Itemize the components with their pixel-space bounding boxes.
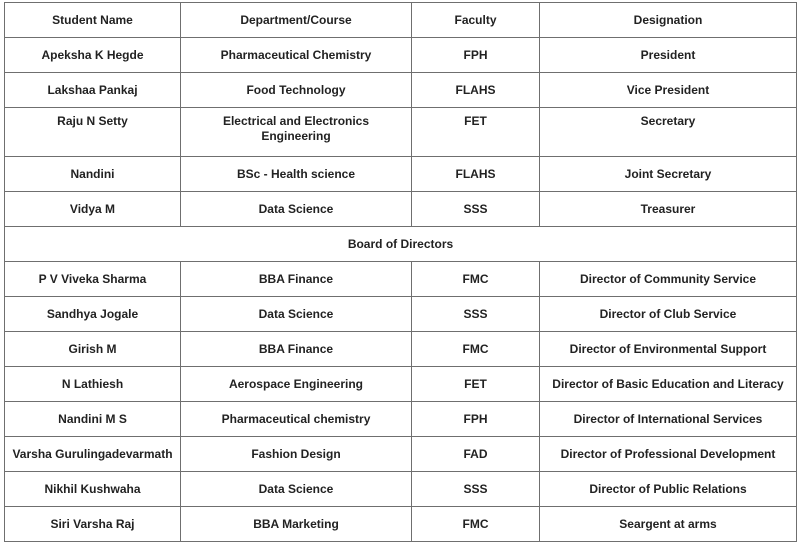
members-table [4, 2, 797, 542]
cell-name: Raju N Setty [5, 108, 181, 157]
cell-name: Nandini [5, 157, 181, 192]
section-row [5, 227, 797, 262]
cell-name: N Lathiesh [5, 367, 181, 402]
cell-faculty: SSS [412, 192, 540, 227]
cell-designation: Director of Basic Education and Literacy [540, 367, 797, 402]
cell-faculty: FMC [412, 262, 540, 297]
cell-dept: BBA Finance [181, 332, 412, 367]
header-department: Department/Course [181, 3, 412, 38]
cell-designation: Director of Club Service [540, 297, 797, 332]
table-row [5, 437, 797, 472]
cell-faculty: SSS [412, 297, 540, 332]
cell-dept: Fashion Design [181, 437, 412, 472]
cell-name: Girish M [5, 332, 181, 367]
cell-dept: Data Science [181, 297, 412, 332]
cell-dept: Electrical and Electronics Engineering [181, 108, 412, 157]
table-row [5, 108, 797, 157]
cell-designation: Treasurer [540, 192, 797, 227]
cell-name: Siri Varsha Raj [5, 507, 181, 542]
cell-name: Nandini M S [5, 402, 181, 437]
cell-faculty: FPH [412, 38, 540, 73]
table-row [5, 402, 797, 437]
cell-designation: Seargent at arms [540, 507, 797, 542]
cell-dept: Pharmaceutical chemistry [181, 402, 412, 437]
table-row [5, 157, 797, 192]
cell-designation: Joint Secretary [540, 157, 797, 192]
cell-dept: Pharmaceutical Chemistry [181, 38, 412, 73]
cell-faculty: FLAHS [412, 157, 540, 192]
cell-name: Nikhil Kushwaha [5, 472, 181, 507]
section-title-board-of-directors: Board of Directors [5, 227, 797, 262]
table-row [5, 262, 797, 297]
cell-designation: Vice President [540, 73, 797, 108]
cell-designation: President [540, 38, 797, 73]
table-row [5, 472, 797, 507]
cell-faculty: FLAHS [412, 73, 540, 108]
cell-designation: Director of Environmental Support [540, 332, 797, 367]
cell-designation: Director of Professional Development [540, 437, 797, 472]
table-row [5, 73, 797, 108]
cell-name: Apeksha K Hegde [5, 38, 181, 73]
table-row [5, 192, 797, 227]
cell-designation: Secretary [540, 108, 797, 157]
cell-faculty: FMC [412, 507, 540, 542]
cell-dept: BBA Finance [181, 262, 412, 297]
cell-dept: BBA Marketing [181, 507, 412, 542]
table-row [5, 507, 797, 542]
cell-dept: BSc - Health science [181, 157, 412, 192]
table-row [5, 297, 797, 332]
table-row [5, 332, 797, 367]
cell-dept: Aerospace Engineering [181, 367, 412, 402]
cell-name: P V Viveka Sharma [5, 262, 181, 297]
cell-faculty: FPH [412, 402, 540, 437]
cell-designation: Director of Community Service [540, 262, 797, 297]
cell-faculty: SSS [412, 472, 540, 507]
cell-dept: Food Technology [181, 73, 412, 108]
table-row [5, 38, 797, 73]
cell-faculty: FAD [412, 437, 540, 472]
cell-name: Varsha Gurulingadevarmath [5, 437, 181, 472]
cell-name: Sandhya Jogale [5, 297, 181, 332]
header-designation: Designation [540, 3, 797, 38]
header-row [5, 3, 797, 38]
cell-designation: Director of Public Relations [540, 472, 797, 507]
cell-designation: Director of International Services [540, 402, 797, 437]
cell-faculty: FET [412, 367, 540, 402]
members-table-container [4, 2, 796, 542]
cell-faculty: FET [412, 108, 540, 157]
header-student-name: Student Name [5, 3, 181, 38]
header-faculty: Faculty [412, 3, 540, 38]
cell-name: Lakshaa Pankaj [5, 73, 181, 108]
cell-faculty: FMC [412, 332, 540, 367]
cell-dept: Data Science [181, 472, 412, 507]
cell-dept: Data Science [181, 192, 412, 227]
cell-name: Vidya M [5, 192, 181, 227]
table-row [5, 367, 797, 402]
